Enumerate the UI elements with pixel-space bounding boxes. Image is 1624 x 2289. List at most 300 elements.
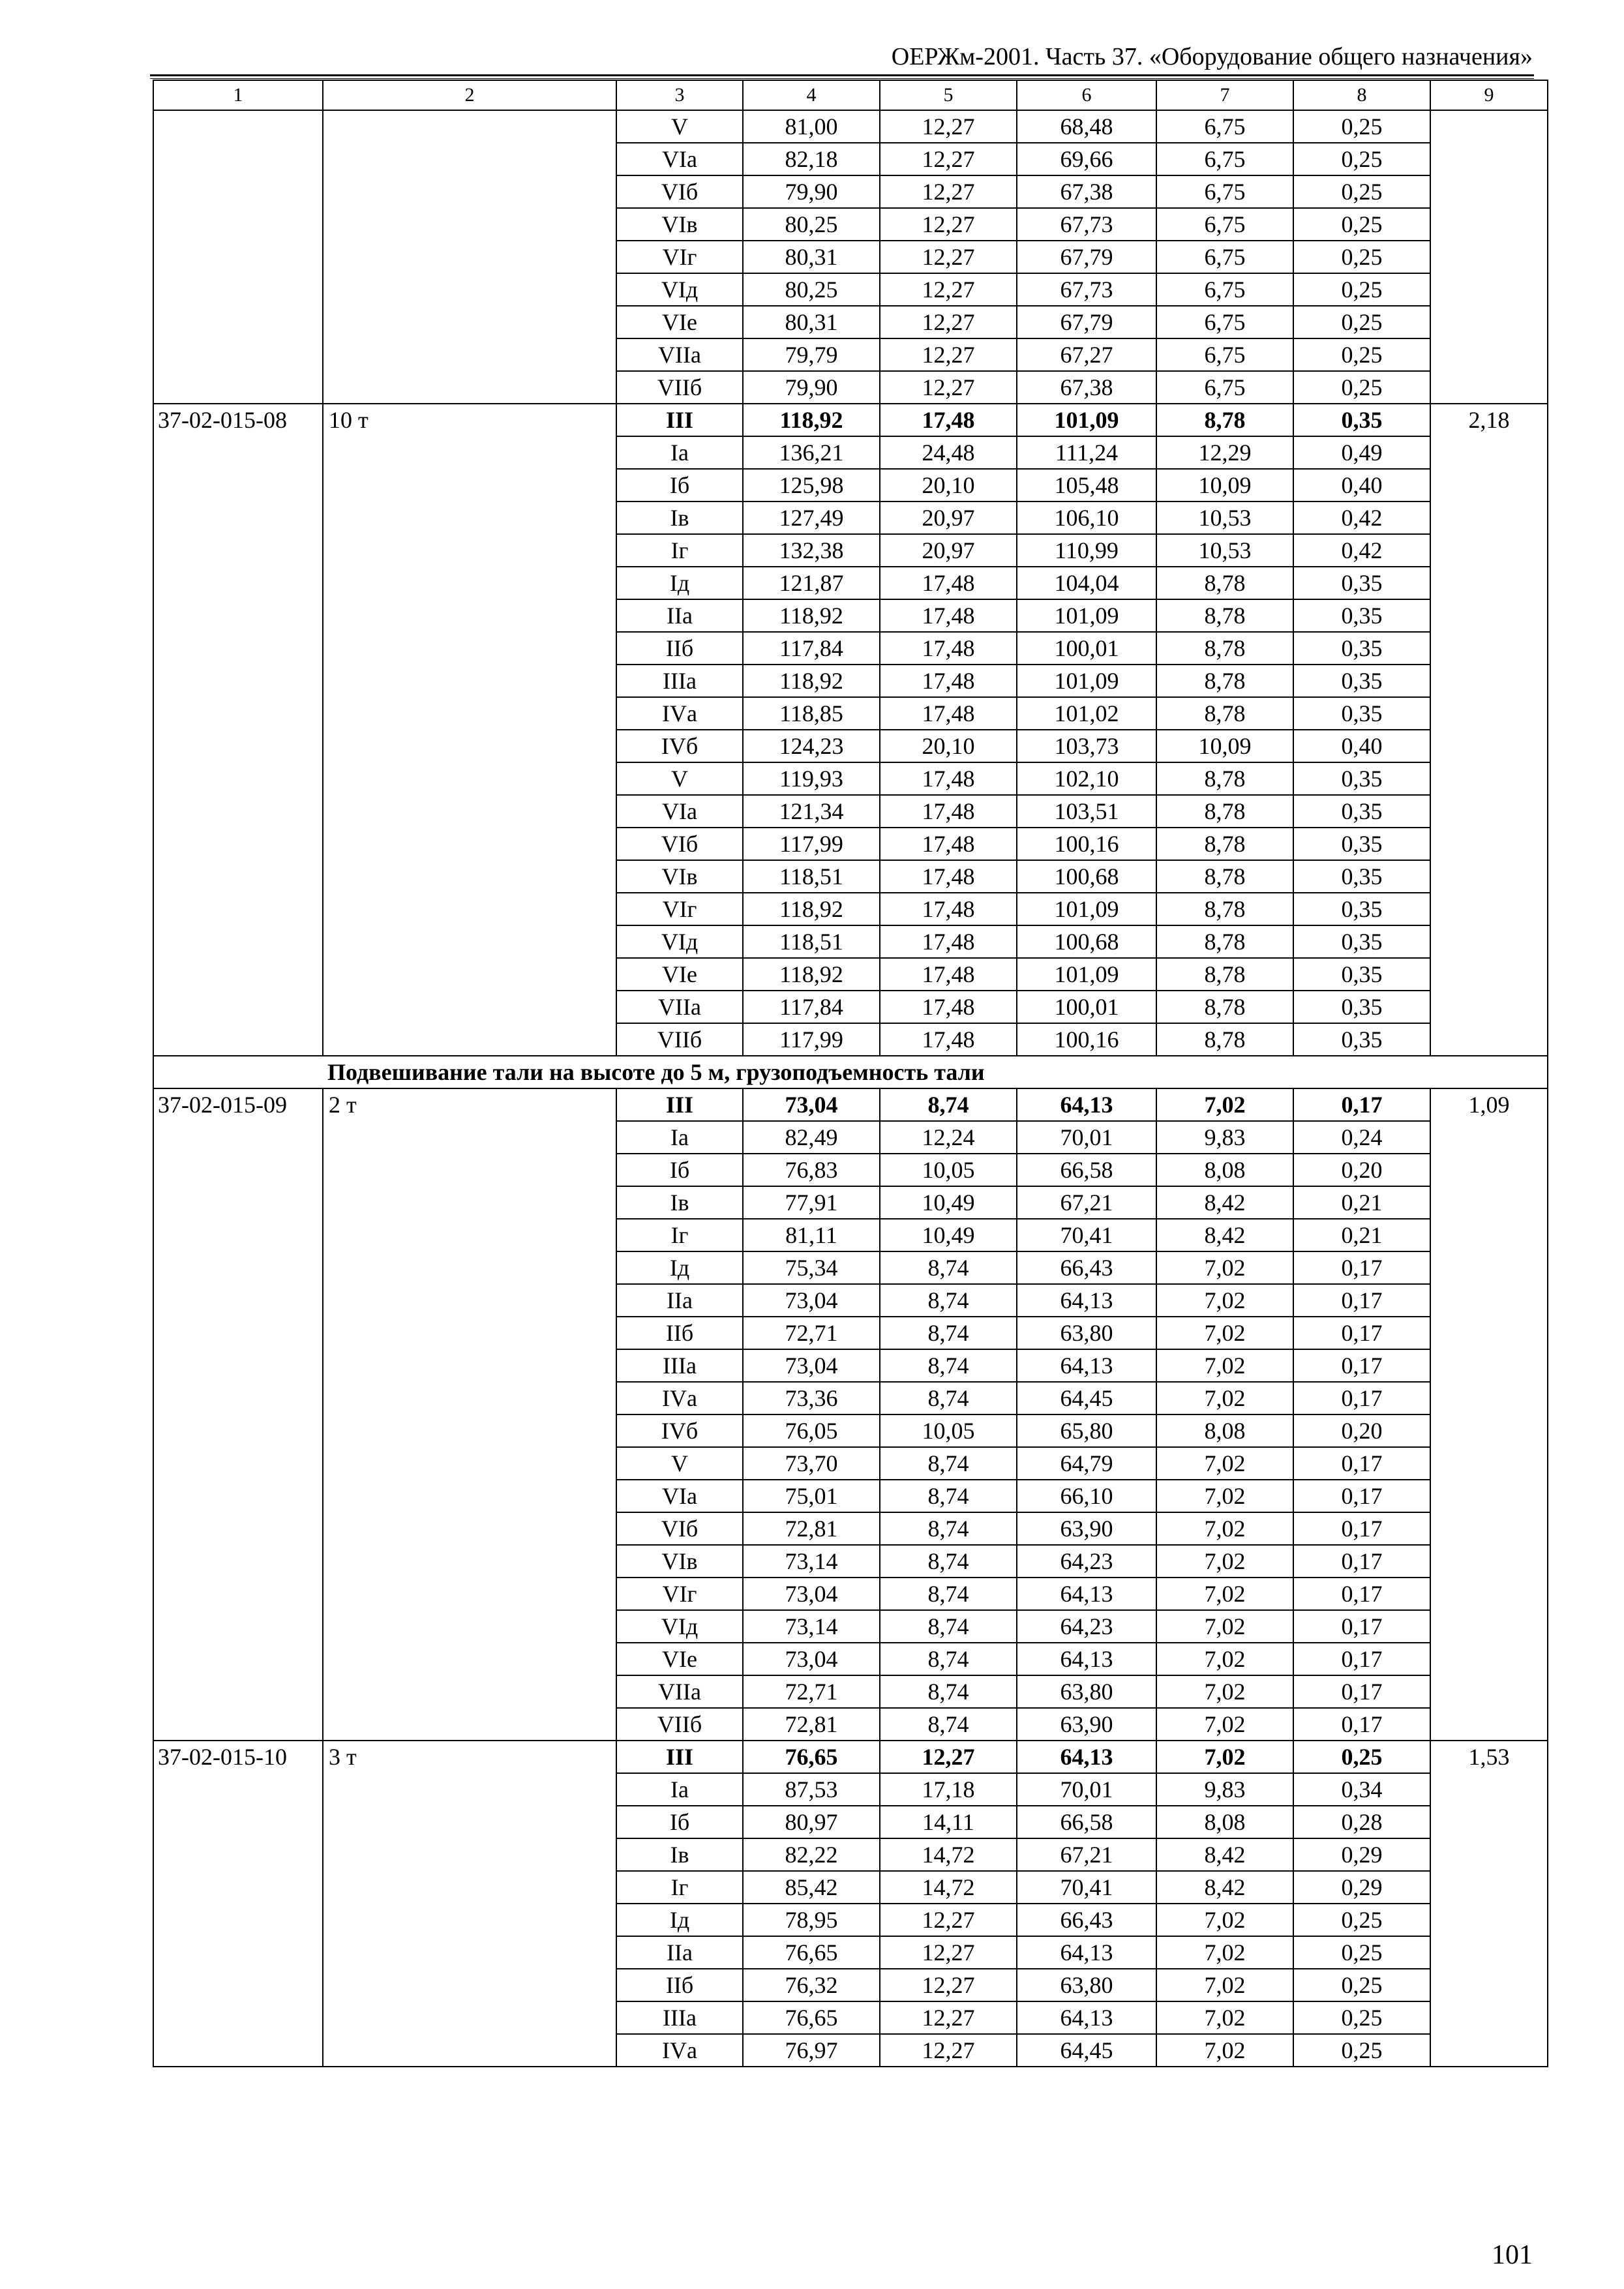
- cost-value: 76,65: [743, 1936, 880, 1969]
- cost-value: 0,35: [1293, 599, 1430, 632]
- cost-value: 10,49: [880, 1186, 1017, 1219]
- table-row: [153, 110, 1548, 143]
- zone-code: VIа: [616, 1480, 743, 1512]
- zone-code: VIIб: [616, 371, 743, 404]
- cost-value: 6,75: [1156, 208, 1293, 241]
- cost-value: 0,35: [1293, 860, 1430, 893]
- cost-value: 118,92: [743, 599, 880, 632]
- cost-value: 17,48: [880, 991, 1017, 1023]
- cost-value: 14,72: [880, 1871, 1017, 1904]
- zone-code: V: [616, 1447, 743, 1480]
- cost-value: 119,93: [743, 762, 880, 795]
- cost-value: 118,92: [743, 665, 880, 697]
- zone-code: VIе: [616, 306, 743, 338]
- cost-value: 8,42: [1156, 1186, 1293, 1219]
- cost-value: 7,02: [1156, 1675, 1293, 1708]
- cost-value: 73,04: [743, 1578, 880, 1610]
- zone-code: IIа: [616, 1936, 743, 1969]
- cost-value: 6,75: [1156, 273, 1293, 306]
- zone-code: IIа: [616, 1284, 743, 1317]
- zone-code: III: [616, 404, 743, 436]
- cost-value: 8,78: [1156, 762, 1293, 795]
- zone-code: VIг: [616, 1578, 743, 1610]
- cost-value: 8,78: [1156, 828, 1293, 860]
- zone-code: Iв: [616, 501, 743, 534]
- cost-value: 105,48: [1017, 469, 1156, 501]
- cost-value: 101,09: [1017, 893, 1156, 925]
- cost-value: 8,78: [1156, 599, 1293, 632]
- cost-value: 7,02: [1156, 1088, 1293, 1121]
- zone-code: VIIа: [616, 1675, 743, 1708]
- cost-value: 6,75: [1156, 241, 1293, 273]
- cost-value: 0,40: [1293, 469, 1430, 501]
- cost-value: 0,49: [1293, 436, 1430, 469]
- cost-value: 87,53: [743, 1773, 880, 1806]
- zone-code: VIб: [616, 1512, 743, 1545]
- zone-code: IIIа: [616, 665, 743, 697]
- page-number: 101: [1492, 2240, 1533, 2270]
- cost-value: 64,13: [1017, 1088, 1156, 1121]
- cost-value: 20,97: [880, 501, 1017, 534]
- zone-code: IIIа: [616, 1349, 743, 1382]
- table-row: [153, 1741, 1548, 1773]
- cost-value: 64,23: [1017, 1545, 1156, 1578]
- zone-code: Iб: [616, 469, 743, 501]
- zone-code: III: [616, 1088, 743, 1121]
- coefficient: 2,18: [1430, 404, 1548, 1056]
- cost-value: 7,02: [1156, 1610, 1293, 1643]
- cost-value: 7,02: [1156, 1447, 1293, 1480]
- cost-value: 8,78: [1156, 665, 1293, 697]
- cost-value: 81,00: [743, 110, 880, 143]
- cost-value: 17,48: [880, 404, 1017, 436]
- cost-value: 75,01: [743, 1480, 880, 1512]
- zone-code: Iв: [616, 1186, 743, 1219]
- column-number: 5: [880, 80, 1017, 110]
- cost-value: 8,74: [880, 1512, 1017, 1545]
- cost-value: 8,74: [880, 1545, 1017, 1578]
- cost-value: 7,02: [1156, 1969, 1293, 2001]
- cost-value: 0,25: [1293, 273, 1430, 306]
- cost-value: 110,99: [1017, 534, 1156, 567]
- cost-value: 66,58: [1017, 1806, 1156, 1838]
- zone-code: VIIа: [616, 991, 743, 1023]
- cost-value: 102,10: [1017, 762, 1156, 795]
- cost-value: 8,74: [880, 1708, 1017, 1741]
- cost-value: 8,74: [880, 1447, 1017, 1480]
- column-number: 3: [616, 80, 743, 110]
- cost-value: 9,83: [1156, 1121, 1293, 1154]
- cost-value: 6,75: [1156, 306, 1293, 338]
- cost-value: 100,16: [1017, 1023, 1156, 1056]
- cost-value: 67,38: [1017, 175, 1156, 208]
- cost-value: 67,79: [1017, 241, 1156, 273]
- cost-value: 10,05: [880, 1154, 1017, 1186]
- rates-table-body: [153, 80, 1548, 2067]
- cost-value: 8,74: [880, 1610, 1017, 1643]
- cost-value: 0,42: [1293, 501, 1430, 534]
- zone-code: III: [616, 1741, 743, 1773]
- cost-value: 82,22: [743, 1838, 880, 1871]
- cost-value: 8,78: [1156, 1023, 1293, 1056]
- cost-value: 70,01: [1017, 1773, 1156, 1806]
- cost-value: 100,01: [1017, 632, 1156, 665]
- zone-code: VIв: [616, 1545, 743, 1578]
- cost-value: 127,49: [743, 501, 880, 534]
- cost-value: 64,13: [1017, 1643, 1156, 1675]
- cost-value: 17,18: [880, 1773, 1017, 1806]
- cost-value: 8,74: [880, 1480, 1017, 1512]
- zone-code: IVа: [616, 1382, 743, 1414]
- cost-value: 79,90: [743, 371, 880, 404]
- cost-value: 8,42: [1156, 1871, 1293, 1904]
- header-rule: [150, 74, 1534, 76]
- cost-value: 8,42: [1156, 1219, 1293, 1251]
- cost-value: 73,14: [743, 1545, 880, 1578]
- cost-value: 8,78: [1156, 991, 1293, 1023]
- zone-code: IVа: [616, 697, 743, 730]
- cost-value: 0,21: [1293, 1186, 1430, 1219]
- cost-value: 14,72: [880, 1838, 1017, 1871]
- cost-value: 0,25: [1293, 306, 1430, 338]
- cost-value: 65,80: [1017, 1414, 1156, 1447]
- header-rule-thin: [150, 78, 1534, 79]
- cost-value: 70,01: [1017, 1121, 1156, 1154]
- zone-code: V: [616, 762, 743, 795]
- cost-value: 64,45: [1017, 1382, 1156, 1414]
- cost-value: 7,02: [1156, 1251, 1293, 1284]
- cost-value: 7,02: [1156, 1708, 1293, 1741]
- cost-value: 125,98: [743, 469, 880, 501]
- cost-value: 70,41: [1017, 1219, 1156, 1251]
- cost-value: 76,32: [743, 1969, 880, 2001]
- cost-value: 63,80: [1017, 1317, 1156, 1349]
- cost-value: 81,11: [743, 1219, 880, 1251]
- cost-value: 8,08: [1156, 1154, 1293, 1186]
- cost-value: 12,27: [880, 2034, 1017, 2067]
- zone-code: Iд: [616, 1904, 743, 1936]
- zone-code: Iг: [616, 1219, 743, 1251]
- cost-value: 75,34: [743, 1251, 880, 1284]
- cost-value: 73,04: [743, 1088, 880, 1121]
- cost-value: 63,90: [1017, 1512, 1156, 1545]
- cost-value: 64,13: [1017, 1936, 1156, 1969]
- cost-value: 12,27: [880, 306, 1017, 338]
- running-header: ОЕРЖм-2001. Часть 37. «Оборудование общего назначения»: [891, 43, 1533, 70]
- cost-value: 17,48: [880, 665, 1017, 697]
- cost-value: 82,18: [743, 143, 880, 175]
- cost-value: 100,01: [1017, 991, 1156, 1023]
- cost-value: 17,48: [880, 893, 1017, 925]
- table-row: [153, 404, 1548, 436]
- cost-value: 0,17: [1293, 1708, 1430, 1741]
- cost-value: 0,29: [1293, 1838, 1430, 1871]
- cost-value: 64,13: [1017, 1741, 1156, 1773]
- zone-code: VIв: [616, 860, 743, 893]
- cost-value: 117,84: [743, 632, 880, 665]
- cost-value: 64,79: [1017, 1447, 1156, 1480]
- cost-value: 20,10: [880, 730, 1017, 762]
- rate-name: 10 т: [323, 404, 616, 1056]
- cost-value: 0,20: [1293, 1154, 1430, 1186]
- cost-value: 103,51: [1017, 795, 1156, 828]
- cost-value: 63,80: [1017, 1969, 1156, 2001]
- rate-code: 37-02-015-09: [153, 1088, 323, 1741]
- cost-value: 101,02: [1017, 697, 1156, 730]
- cost-value: 118,51: [743, 860, 880, 893]
- cost-value: 0,35: [1293, 404, 1430, 436]
- cost-value: 76,65: [743, 2001, 880, 2034]
- cost-value: 0,25: [1293, 1969, 1430, 2001]
- zone-code: Iд: [616, 1251, 743, 1284]
- cost-value: 12,27: [880, 1904, 1017, 1936]
- cost-value: 0,20: [1293, 1414, 1430, 1447]
- cost-value: 64,13: [1017, 1349, 1156, 1382]
- cost-value: 64,13: [1017, 2001, 1156, 2034]
- cost-value: 67,21: [1017, 1186, 1156, 1219]
- zone-code: Iд: [616, 567, 743, 599]
- zone-code: Iа: [616, 436, 743, 469]
- cost-value: 0,25: [1293, 371, 1430, 404]
- cost-value: 0,17: [1293, 1251, 1430, 1284]
- cost-value: 118,85: [743, 697, 880, 730]
- cost-value: 0,34: [1293, 1773, 1430, 1806]
- cost-value: 6,75: [1156, 110, 1293, 143]
- cost-value: 8,08: [1156, 1414, 1293, 1447]
- zone-code: IIа: [616, 599, 743, 632]
- cost-value: 12,27: [880, 241, 1017, 273]
- cost-value: 0,25: [1293, 241, 1430, 273]
- cost-value: 17,48: [880, 1023, 1017, 1056]
- cost-value: 73,04: [743, 1349, 880, 1382]
- cost-value: 7,02: [1156, 1284, 1293, 1317]
- zone-code: VIIб: [616, 1708, 743, 1741]
- cost-value: 70,41: [1017, 1871, 1156, 1904]
- cost-value: 7,02: [1156, 1578, 1293, 1610]
- cost-value: 8,74: [880, 1088, 1017, 1121]
- zone-code: VIе: [616, 958, 743, 991]
- cost-value: 10,49: [880, 1219, 1017, 1251]
- zone-code: IIб: [616, 1969, 743, 2001]
- cost-value: 8,08: [1156, 1806, 1293, 1838]
- cost-value: 8,74: [880, 1284, 1017, 1317]
- cost-value: 8,74: [880, 1349, 1017, 1382]
- cost-value: 76,05: [743, 1414, 880, 1447]
- rate-code: 37-02-015-08: [153, 404, 323, 1056]
- zone-code: IIб: [616, 1317, 743, 1349]
- cost-value: 0,35: [1293, 991, 1430, 1023]
- rates-table: [153, 80, 1548, 2067]
- cost-value: 17,48: [880, 925, 1017, 958]
- cost-value: 121,34: [743, 795, 880, 828]
- zone-code: VIг: [616, 893, 743, 925]
- zone-code: VIб: [616, 828, 743, 860]
- zone-code: V: [616, 110, 743, 143]
- cost-value: 12,27: [880, 175, 1017, 208]
- cost-value: 7,02: [1156, 1904, 1293, 1936]
- cost-value: 0,17: [1293, 1480, 1430, 1512]
- cost-value: 118,51: [743, 925, 880, 958]
- cost-value: 0,25: [1293, 338, 1430, 371]
- cost-value: 7,02: [1156, 1643, 1293, 1675]
- cost-value: 8,74: [880, 1317, 1017, 1349]
- cost-value: 66,43: [1017, 1904, 1156, 1936]
- cost-value: 20,10: [880, 469, 1017, 501]
- cost-value: 67,79: [1017, 306, 1156, 338]
- rate-code: 37-02-015-10: [153, 1741, 323, 2067]
- column-number: 8: [1293, 80, 1430, 110]
- column-number: 1: [153, 80, 323, 110]
- zone-code: IIIа: [616, 2001, 743, 2034]
- cost-value: 24,48: [880, 436, 1017, 469]
- cost-value: 64,23: [1017, 1610, 1156, 1643]
- cost-value: 82,49: [743, 1121, 880, 1154]
- section-title: Подвешивание тали на высоте до 5 м, грузоподъемность тали: [153, 1056, 1548, 1088]
- cost-value: 17,48: [880, 599, 1017, 632]
- cost-value: 7,02: [1156, 1349, 1293, 1382]
- cost-value: 67,73: [1017, 208, 1156, 241]
- cost-value: 8,42: [1156, 1838, 1293, 1871]
- zone-code: IIб: [616, 632, 743, 665]
- cost-value: 0,17: [1293, 1317, 1430, 1349]
- cost-value: 80,31: [743, 241, 880, 273]
- column-number: 4: [743, 80, 880, 110]
- cost-value: 64,13: [1017, 1284, 1156, 1317]
- cost-value: 100,68: [1017, 860, 1156, 893]
- cost-value: 0,35: [1293, 567, 1430, 599]
- zone-code: VIд: [616, 273, 743, 306]
- cost-value: 0,42: [1293, 534, 1430, 567]
- cost-value: 8,78: [1156, 567, 1293, 599]
- cost-value: 66,43: [1017, 1251, 1156, 1284]
- cost-value: 0,35: [1293, 958, 1430, 991]
- cost-value: 0,21: [1293, 1219, 1430, 1251]
- cost-value: 12,27: [880, 208, 1017, 241]
- cost-value: 118,92: [743, 893, 880, 925]
- cost-value: 8,74: [880, 1382, 1017, 1414]
- cost-value: 72,81: [743, 1708, 880, 1741]
- cost-value: 10,05: [880, 1414, 1017, 1447]
- cost-value: 0,25: [1293, 2001, 1430, 2034]
- cost-value: 80,31: [743, 306, 880, 338]
- cost-value: 72,71: [743, 1675, 880, 1708]
- cost-value: 0,17: [1293, 1512, 1430, 1545]
- zone-code: VIг: [616, 241, 743, 273]
- cost-value: 117,99: [743, 828, 880, 860]
- cost-value: 73,36: [743, 1382, 880, 1414]
- cost-value: 0,24: [1293, 1121, 1430, 1154]
- cost-value: 118,92: [743, 404, 880, 436]
- cost-value: 67,38: [1017, 371, 1156, 404]
- zone-code: Iв: [616, 1838, 743, 1871]
- cost-value: 12,27: [880, 1936, 1017, 1969]
- cost-value: 77,91: [743, 1186, 880, 1219]
- cost-value: 101,09: [1017, 958, 1156, 991]
- rate-code: [153, 110, 323, 404]
- cost-value: 8,74: [880, 1251, 1017, 1284]
- cost-value: 7,02: [1156, 2034, 1293, 2067]
- cost-value: 117,84: [743, 991, 880, 1023]
- cost-value: 14,11: [880, 1806, 1017, 1838]
- cost-value: 8,78: [1156, 697, 1293, 730]
- cost-value: 64,13: [1017, 1578, 1156, 1610]
- cost-value: 12,27: [880, 110, 1017, 143]
- cost-value: 8,74: [880, 1643, 1017, 1675]
- cost-value: 7,02: [1156, 1936, 1293, 1969]
- cost-value: 0,25: [1293, 175, 1430, 208]
- cost-value: 7,02: [1156, 1512, 1293, 1545]
- cost-value: 0,25: [1293, 1904, 1430, 1936]
- column-number: 9: [1430, 80, 1548, 110]
- zone-code: IVа: [616, 2034, 743, 2067]
- zone-code: VIв: [616, 208, 743, 241]
- cost-value: 8,78: [1156, 795, 1293, 828]
- cost-value: 0,35: [1293, 697, 1430, 730]
- cost-value: 72,81: [743, 1512, 880, 1545]
- cost-value: 17,48: [880, 697, 1017, 730]
- cost-value: 0,35: [1293, 828, 1430, 860]
- cost-value: 79,90: [743, 175, 880, 208]
- cost-value: 0,17: [1293, 1578, 1430, 1610]
- cost-value: 8,78: [1156, 893, 1293, 925]
- cost-value: 8,78: [1156, 632, 1293, 665]
- cost-value: 0,17: [1293, 1545, 1430, 1578]
- cost-value: 73,14: [743, 1610, 880, 1643]
- zone-code: VIIб: [616, 1023, 743, 1056]
- cost-value: 80,97: [743, 1806, 880, 1838]
- zone-code: VIе: [616, 1643, 743, 1675]
- cost-value: 67,73: [1017, 273, 1156, 306]
- zone-code: VIд: [616, 1610, 743, 1643]
- cost-value: 8,74: [880, 1675, 1017, 1708]
- cost-value: 104,04: [1017, 567, 1156, 599]
- zone-code: VIа: [616, 795, 743, 828]
- cost-value: 0,17: [1293, 1610, 1430, 1643]
- zone-code: Iг: [616, 1871, 743, 1904]
- cost-value: 8,78: [1156, 404, 1293, 436]
- cost-value: 0,17: [1293, 1447, 1430, 1480]
- cost-value: 7,02: [1156, 1317, 1293, 1349]
- cost-value: 10,53: [1156, 534, 1293, 567]
- cost-value: 106,10: [1017, 501, 1156, 534]
- cost-value: 8,78: [1156, 860, 1293, 893]
- zone-code: IVб: [616, 730, 743, 762]
- rate-name: 2 т: [323, 1088, 616, 1741]
- cost-value: 8,78: [1156, 925, 1293, 958]
- cost-value: 73,04: [743, 1643, 880, 1675]
- cost-value: 118,92: [743, 958, 880, 991]
- cost-value: 9,83: [1156, 1773, 1293, 1806]
- cost-value: 73,04: [743, 1284, 880, 1317]
- cost-value: 0,28: [1293, 1806, 1430, 1838]
- cost-value: 117,99: [743, 1023, 880, 1056]
- column-number: 7: [1156, 80, 1293, 110]
- cost-value: 80,25: [743, 208, 880, 241]
- cost-value: 72,71: [743, 1317, 880, 1349]
- cost-value: 0,29: [1293, 1871, 1430, 1904]
- cost-value: 100,68: [1017, 925, 1156, 958]
- cost-value: 12,27: [880, 371, 1017, 404]
- cost-value: 6,75: [1156, 143, 1293, 175]
- cost-value: 111,24: [1017, 436, 1156, 469]
- cost-value: 66,58: [1017, 1154, 1156, 1186]
- zone-code: Iб: [616, 1806, 743, 1838]
- cost-value: 64,45: [1017, 2034, 1156, 2067]
- rate-name: 3 т: [323, 1741, 616, 2067]
- cost-value: 101,09: [1017, 599, 1156, 632]
- cost-value: 76,83: [743, 1154, 880, 1186]
- rate-name: [323, 110, 616, 404]
